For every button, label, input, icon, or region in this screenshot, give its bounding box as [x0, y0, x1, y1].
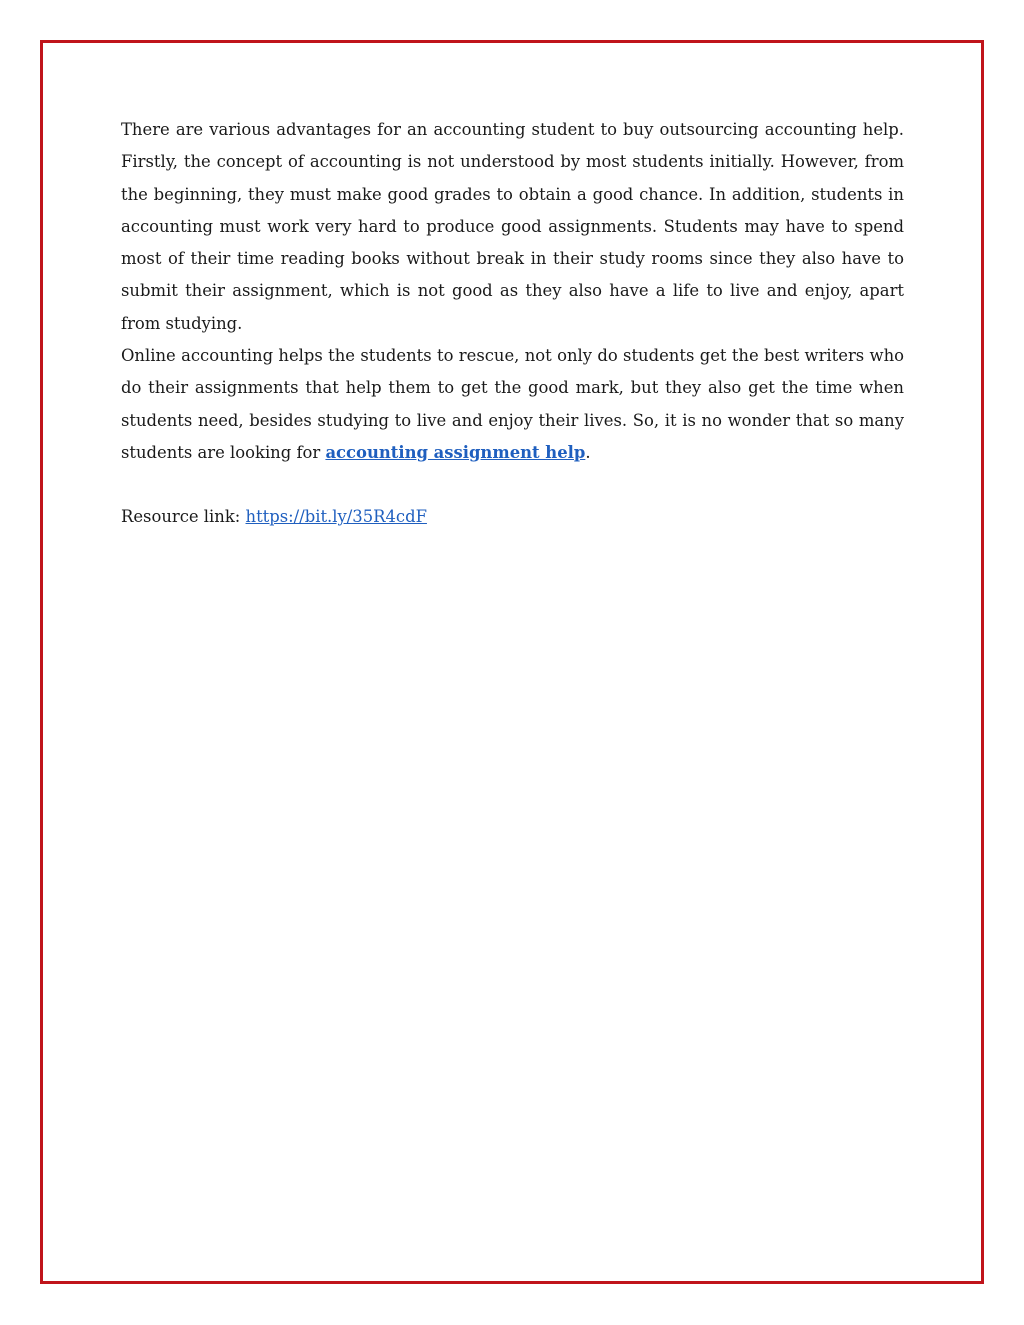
resource-line [121, 501, 904, 533]
paragraph-advantages: There are various advantages for an accounting student to buy outsourcing accounting help. Firstly, the concept of accounting is not understood by most students initially. However, from the beginning, they must make good grades to obtain a good chance. In addition, students in accounting must work very hard to produce good assignments. Students may have to spend most of their time reading books without break in their study rooms since they also have to submit their assignment, which is not good as they also have a life to live and enjoy, apart from studying. [121, 120, 904, 333]
resource-url-link[interactable]: https://bit.ly/35R4cdF [245, 507, 427, 527]
paragraph-end-period: . [585, 442, 591, 462]
document-body [121, 114, 904, 534]
resource-label: Resource link: [121, 507, 246, 527]
paragraph-online-accounting-text: Online accounting helps the students to rescue, not only do students get the best writers who do their assignments that help them to get the good mark, but they also get the time when students need, besides studying to live and enjoy their lives. So, it is no wonder that so many students are looking for [121, 346, 904, 462]
paragraph-online-accounting [121, 340, 904, 469]
accounting-assignment-help-link[interactable]: accounting assignment help [325, 442, 586, 462]
